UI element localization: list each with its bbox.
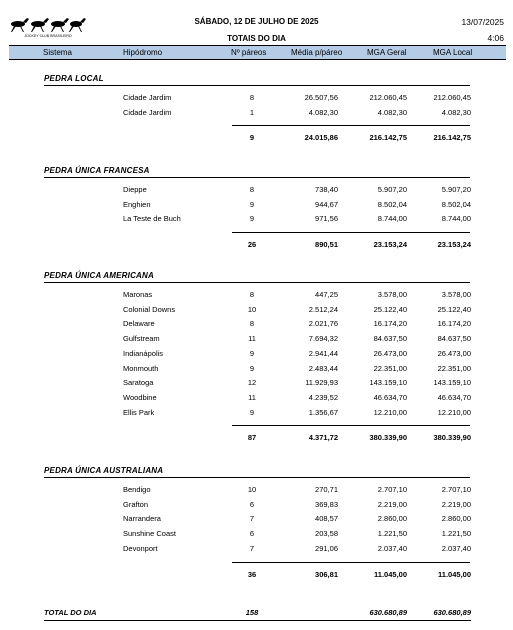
pareos: 6 [249,499,255,509]
mga-local: 143.159,10 [433,378,471,388]
section-rule [44,85,470,86]
subtotal-mga-local: 380.339,90 [433,433,471,443]
pareos: 9 [249,199,255,209]
bottom-rule [44,620,471,621]
mga-geral: 2.219,00 [377,499,407,509]
section-rule [44,177,470,178]
subtotal-mga-local: 11.045,00 [438,569,471,579]
subtotal-media: 4.371,72 [308,433,338,443]
col-sistema: Sistema [43,48,72,57]
mga-geral: 46.634,70 [373,392,407,402]
media: 2.512,24 [308,304,338,314]
media: 2.483,44 [308,363,338,373]
mga-geral: 16.174,20 [373,319,407,329]
section-title: PEDRA LOCAL [44,74,104,83]
mga-geral: 2.707,10 [377,485,407,494]
media: 7.694,32 [308,334,338,344]
subtotal-row [0,433,513,445]
pareos: 6 [249,529,255,539]
mga-geral: 8.502,04 [377,199,407,209]
pareos: 1 [249,107,255,117]
pareos: 10 [247,485,257,494]
table-row [0,544,513,556]
print-date: 13/07/2025 [461,17,504,27]
mga-geral: 12.210,00 [373,407,407,417]
mga-local: 46.634,70 [437,392,471,402]
table-row [0,500,513,512]
track-name: Colonial Downs [123,304,176,314]
pareos: 8 [249,185,255,194]
mga-geral: 22.351,00 [373,363,407,373]
track-name: Gulfstream [123,334,160,344]
col-hipodromo: Hipódromo [123,48,163,57]
grand-total-pareos: 158 [245,608,259,617]
pareos: 8 [249,93,255,102]
pareos: 11 [248,392,256,402]
media: 971,56 [315,214,338,224]
mga-local: 26.473,00 [437,348,471,358]
mga-local: 2.860,00 [441,514,471,524]
track-name: Grafton [123,499,149,509]
media: 738,40 [315,185,338,194]
pareos: 10 [247,304,257,314]
subtotal-rule [232,125,470,126]
media: 270,71 [315,485,338,494]
media: 2.021,76 [308,319,338,329]
pareos: 12 [247,378,257,388]
media: 1.356,67 [308,407,338,417]
subtotal-pareos: 9 [249,133,255,143]
media: 408,57 [315,514,338,524]
media: 26.507,56 [304,93,338,102]
grand-total-row [0,608,513,620]
table-row [0,290,513,302]
table-row [0,349,513,361]
pareos: 7 [249,543,255,553]
print-time: 4:06 [487,33,504,43]
table-row [0,108,513,120]
media: 4.239,52 [308,392,338,402]
section-rule [44,282,470,283]
subtotal-pareos: 26 [247,240,257,250]
table-row [0,185,513,197]
mga-geral: 8.744,00 [377,214,407,224]
subtotal-pareos: 36 [247,569,257,579]
mga-geral: 212.060,45 [369,93,407,102]
table-row [0,378,513,390]
pareos: 8 [249,319,255,329]
col-num-pareos: Nº páreos [231,48,267,57]
track-name: Saratoga [123,378,154,388]
pareos: 11 [248,334,256,344]
mga-local: 3.578,00 [441,290,471,299]
mga-local: 1.221,50 [441,529,471,539]
mga-geral: 3.578,00 [377,290,407,299]
pareos: 9 [249,407,255,417]
subtotal-row [0,133,513,145]
mga-geral: 143.159,10 [369,378,407,388]
table-row [0,393,513,405]
track-name: Narrandera [123,514,161,524]
table-row [0,319,513,331]
media: 2.941,44 [308,348,338,358]
mga-local: 22.351,00 [437,363,471,373]
media: 369,83 [315,499,338,509]
section-title: PEDRA ÚNICA AMERICANA [44,271,154,280]
table-row [0,514,513,526]
mga-local: 25.122,40 [437,304,471,314]
subtotal-media: 890,51 [315,240,338,250]
subtotal-row [0,240,513,252]
mga-geral: 2.037,40 [377,543,407,553]
media: 447,25 [315,290,338,299]
section-title: PEDRA ÚNICA FRANCESA [44,166,150,175]
table-row [0,93,513,105]
subtotal-media: 24.015,86 [304,133,338,143]
mga-local: 2.219,00 [441,499,471,509]
mga-local: 16.174,20 [437,319,471,329]
mga-geral: 5.907,20 [377,185,407,194]
mga-geral: 1.221,50 [377,529,407,539]
mga-geral: 25.122,40 [373,304,407,314]
track-name: Delaware [123,319,155,329]
report-title: TOTAIS DO DIA [227,34,286,43]
table-row [0,200,513,212]
subtotal-mga-geral: 11.045,00 [374,569,407,579]
table-row [0,305,513,317]
track-name: Monmouth [123,363,159,373]
subtotal-rule [232,425,470,426]
table-row [0,364,513,376]
mga-local: 84.637,50 [437,334,471,344]
mga-local: 8.502,04 [441,199,471,209]
track-name: Bendigo [123,485,151,494]
track-name: Cidade Jardim [123,107,172,117]
subtotal-mga-geral: 380.339,90 [369,433,407,443]
media: 11.929,93 [305,378,338,388]
column-header-bar [9,45,506,60]
svg-text:JOCKEY CLUB BRASILEIRO: JOCKEY CLUB BRASILEIRO [24,34,72,38]
pareos: 8 [249,290,255,299]
report-date: SÁBADO, 12 DE JULHO DE 2025 [194,17,319,26]
media: 203,58 [315,529,338,539]
col-mga-geral: MGA Geral [367,48,407,57]
media: 291,06 [315,543,338,553]
pareos: 9 [249,363,255,373]
grand-total-label: TOTAL DO DIA [44,608,97,617]
track-name: Maronas [123,290,153,299]
table-row [0,408,513,420]
section-title: PEDRA ÚNICA AUSTRALIANA [44,466,164,475]
section-rule [44,477,470,478]
subtotal-rule [232,562,470,563]
track-name: Cidade Jardim [123,93,172,102]
subtotal-mga-geral: 216.142,75 [369,133,407,143]
mga-local: 4.082,30 [441,107,471,117]
mga-local: 12.210,00 [437,407,471,417]
track-name: La Teste de Buch [123,214,181,224]
col-media: Média p/páreo [291,48,343,57]
track-name: Sunshine Coast [123,529,176,539]
pareos: 7 [249,514,255,524]
mga-geral: 26.473,00 [373,348,407,358]
mga-local: 2.707,10 [441,485,471,494]
track-name: Enghien [123,199,151,209]
table-row [0,334,513,346]
mga-local: 8.744,00 [441,214,471,224]
pareos: 9 [249,214,255,224]
track-name: Woodbine [123,392,157,402]
mga-local: 2.037,40 [441,543,471,553]
track-name: Dieppe [123,185,147,194]
grand-total-mga-local: 630.680,89 [433,608,471,617]
table-row [0,214,513,226]
table-row [0,485,513,497]
track-name: Ellis Park [123,407,155,417]
subtotal-mga-geral: 23.153,24 [373,240,407,250]
media: 944,67 [315,199,338,209]
table-row [0,529,513,541]
subtotal-media: 306,81 [315,569,338,579]
subtotal-mga-local: 23.153,24 [437,240,471,250]
mga-local: 5.907,20 [441,185,471,194]
col-mga-local: MGA Local [433,48,473,57]
subtotal-pareos: 87 [247,433,257,443]
subtotal-mga-local: 216.142,75 [433,133,471,143]
mga-geral: 84.637,50 [373,334,407,344]
track-name: Devonport [123,543,158,553]
mga-geral: 4.082,30 [377,107,407,117]
track-name: Indianápolis [123,348,164,358]
subtotal-row [0,570,513,582]
grand-total-mga-geral: 630.680,89 [369,608,407,617]
mga-geral: 2.860,00 [377,514,407,524]
media: 4.082,30 [308,107,338,117]
pareos: 9 [249,348,255,358]
mga-local: 212.060,45 [433,93,471,102]
subtotal-rule [232,232,470,233]
